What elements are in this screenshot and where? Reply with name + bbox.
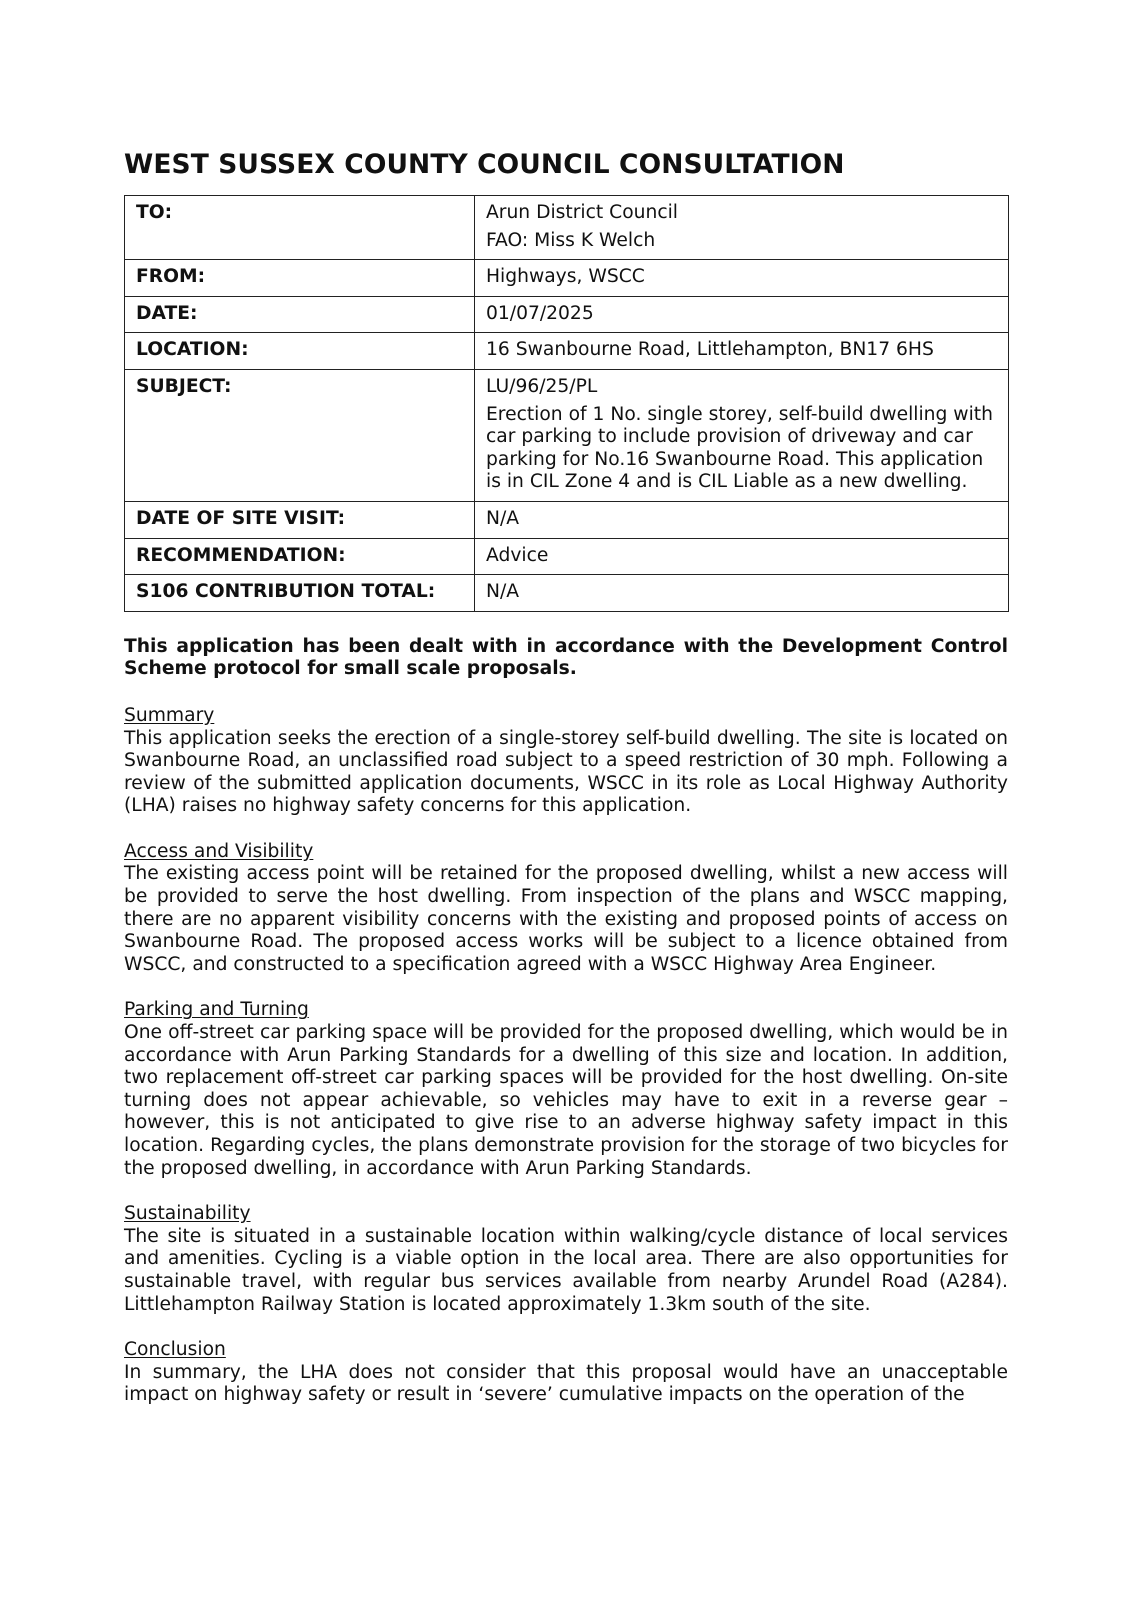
table-row-subject [125, 369, 1009, 501]
subject-description: Erection of 1 No. single storey, self-build dwelling with car parking to include provision of driveway and car parking for No.16 Swanbourne Road. This application is in CIL Zone 4 and is CIL Liable as a new dwelling. [486, 403, 993, 493]
s106-label: S106 CONTRIBUTION TOTAL: [125, 575, 475, 612]
to-label: TO: [125, 196, 475, 260]
from-value: Highways, WSCC [475, 260, 1009, 297]
subject-value [475, 369, 1009, 501]
access-body: The existing access point will be retained for the proposed dwelling, whilst a new access will be provided to serve the host dwelling. From inspection of the plans and WSCC mapping, there are no apparent visibility concerns with the existing and proposed points of access on Swanbourne Road. The proposed access works will be subject to a licence obtained from WSCC, and constructed to a specification agreed with a WSCC Highway Area Engineer. [124, 863, 1008, 975]
summary-section [124, 705, 1008, 818]
site-visit-value: N/A [475, 501, 1009, 538]
access-section [124, 841, 1008, 977]
summary-heading: Summary [124, 704, 215, 726]
table-row-recommendation [125, 538, 1009, 575]
subject-label: SUBJECT: [125, 369, 475, 501]
recommendation-value: Advice [475, 538, 1009, 575]
location-label: LOCATION: [125, 333, 475, 370]
table-row-location [125, 333, 1009, 370]
table-row-from [125, 260, 1009, 297]
document-title: WEST SUSSEX COUNTY COUNCIL CONSULTATION [124, 149, 845, 180]
to-recipient: Arun District Council [486, 202, 678, 223]
summary-body: This application seeks the erection of a single-storey self-build dwelling. The site is located on Swanbourne Road, an unclassified road subject to a speed restriction of 30 mph. Following a review of the submitted application documents, WSCC in its role as Local Highway Authority (LHA) raises no highway safety concerns for this application. [124, 727, 1008, 817]
consultation-details-table [124, 195, 1009, 612]
table-row-s106 [125, 575, 1009, 612]
access-heading: Access and Visibility [124, 840, 314, 862]
site-visit-label: DATE OF SITE VISIT: [125, 501, 475, 538]
conclusion-body: In summary, the LHA does not consider that this proposal would have an unacceptable impact on highway safety or result in ‘severe’ cumulative impacts on the operation of the [124, 1361, 1008, 1406]
conclusion-heading: Conclusion [124, 1339, 226, 1361]
parking-section [124, 999, 1008, 1180]
location-value: 16 Swanbourne Road, Littlehampton, BN17 6HS [475, 333, 1009, 370]
date-value: 01/07/2025 [475, 296, 1009, 333]
parking-body: One off-street car parking space will be provided for the proposed dwelling, which would be in accordance with Arun Parking Standards for a dwelling of this size and location. In addition, two replacement off-street car parking spaces will be provided for the host dwelling. On-site turning does not appear achievable, so vehicles may have to exit in a reverse gear – however, this is not anticipated to give rise to an adverse highway safety impact in this location. Regarding cycles, the plans demonstrate provision for the storage of two bicycles for the proposed dwelling, in accordance with Arun Parking Standards. [124, 1022, 1008, 1179]
sustainability-section [124, 1203, 1008, 1316]
date-label: DATE: [125, 296, 475, 333]
to-value [475, 196, 1009, 260]
conclusion-section [124, 1339, 1008, 1407]
from-label: FROM: [125, 260, 475, 297]
table-row-to [125, 196, 1009, 260]
table-row-site-visit [125, 501, 1009, 538]
document-page [124, 148, 1008, 1430]
subject-reference: LU/96/25/PL [486, 375, 598, 397]
table-row-date [125, 296, 1009, 333]
recommendation-label: RECOMMENDATION: [125, 538, 475, 575]
parking-heading: Parking and Turning [124, 999, 309, 1021]
s106-value: N/A [475, 575, 1009, 612]
protocol-notice: This application has been dealt with in accordance with the Development Control Scheme protocol for small scale proposals. [124, 635, 1008, 680]
sustainability-body: The site is situated in a sustainable location within walking/cycle distance of local services and amenities. Cycling is a viable option in the local area. There are also opportunities for sustainable travel, with regular bus services available from nearby Arundel Road (A284). Littlehampton Railway Station is located approximately 1.3km south of the site. [124, 1225, 1008, 1315]
sustainability-heading: Sustainability [124, 1203, 251, 1225]
to-fao: FAO: Miss K Welch [486, 229, 656, 251]
